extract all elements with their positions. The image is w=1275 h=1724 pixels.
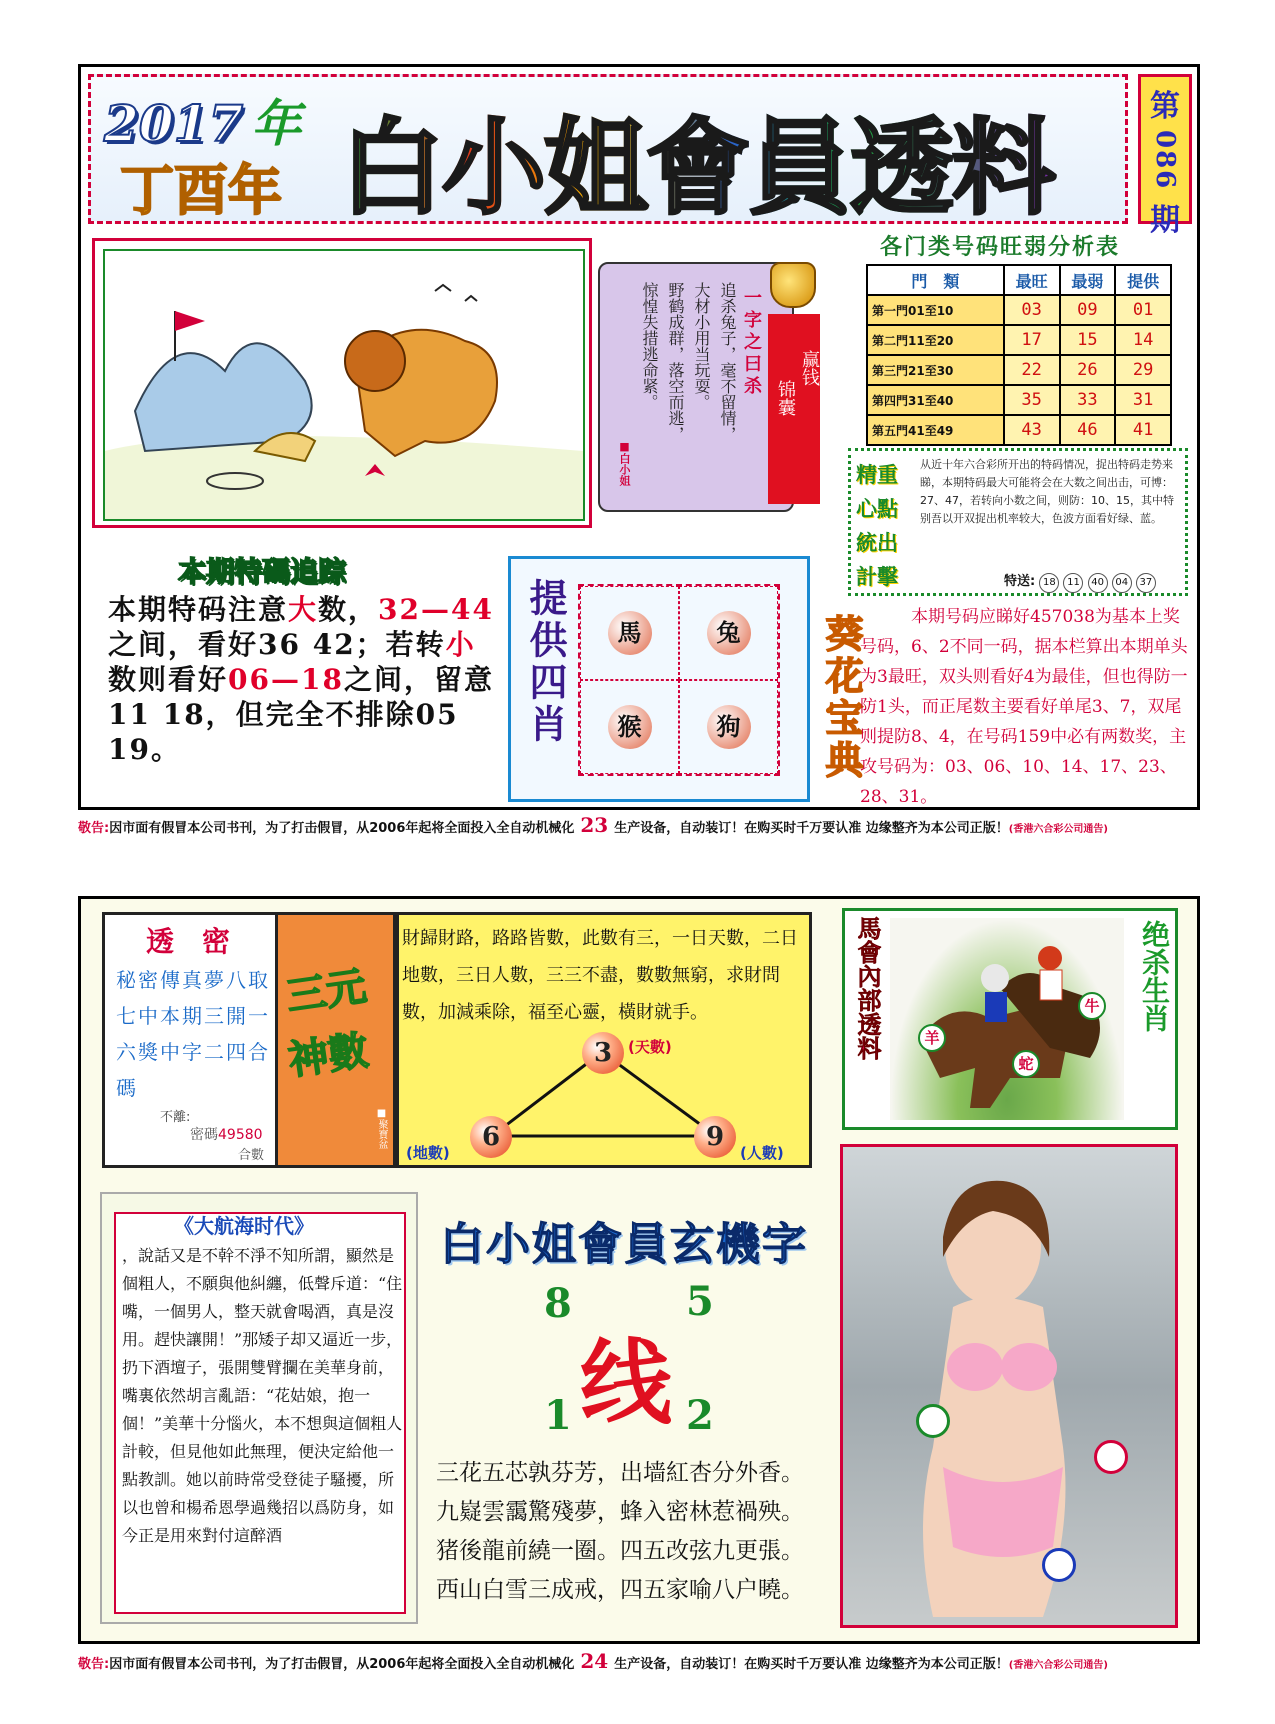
story-title: 《大航海时代》 [174, 1214, 314, 1238]
stats-header-row [867, 265, 1171, 295]
door-cell: 第五門41至49 [867, 415, 1004, 445]
sanyuan-label-2: 神數 [285, 1026, 372, 1085]
tracking-seg: 数， [318, 593, 379, 626]
table-row [867, 415, 1171, 445]
photo-ball [1042, 1548, 1076, 1582]
notice-text: 生产设备，自动装订！在购买时千万要认准 边缘整齐为本公司正版！ [614, 821, 1009, 836]
table-row [867, 325, 1171, 355]
zodiac-snake: 蛇 [1012, 1050, 1040, 1078]
notice-text: 因市面有假冒本公司书刊，为了打击假冒，从2006年起将全面投入全自动机械化 [109, 1657, 575, 1672]
special-label: 特送: [1004, 574, 1036, 589]
zodiac-ox: 牛 [1078, 992, 1106, 1020]
page-number: 23 [580, 813, 609, 837]
tian-node: 3 [582, 1032, 624, 1074]
header-year [104, 84, 301, 156]
give-cell: 01 [1115, 295, 1171, 325]
tracking-text [108, 592, 500, 767]
sanyuan-side: ■聚寶盆 [376, 1108, 387, 1149]
notice-bottom [78, 1648, 1208, 1674]
lion-rabbit-illustration [103, 249, 585, 521]
code-label: 密碼 [190, 1127, 218, 1143]
xuanji-char: 线 [580, 1329, 673, 1437]
door-cell: 第三門21至30 [867, 355, 1004, 385]
tag-right: 赢钱 [799, 350, 820, 386]
special-ball: 18 [1039, 573, 1059, 593]
special-ball: 11 [1063, 573, 1083, 593]
max-cell: 35 [1004, 385, 1060, 415]
xuanji-poem [436, 1454, 836, 1610]
table-row [867, 355, 1171, 385]
year-number: 2017 [104, 94, 244, 153]
col-door: 門 類 [867, 265, 1004, 295]
poem-line: 三花五芯孰芬芳，出墙紅杏分外香。 [436, 1460, 804, 1486]
story-text: ，說話又是不幹不淨不知所謂，顯然是個粗人，不願與他糾纏，低聲斥道：“住嘴，一個男人，整天就會喝酒，真是沒用。趕快讓開！”那矮子却又逼近一步，扔下酒壇子，張開雙臂攔在美華身前，嘴裏依然胡言亂語：“花姑娘，抱一個！”美華十分惱火，本不想與這個粗人計較，但見他如此無理，便決定給他一點教訓。她以前時常受登徒子騷擾，所以也曾和楊希恩學過幾招以爲防身，如今正是用來對付這醉酒 [122, 1246, 403, 1545]
col-min: 最弱 [1060, 265, 1116, 295]
tracking-seg-red: 小 [445, 628, 476, 661]
table-row [867, 295, 1171, 325]
tracking-seg: 本期特码注意 [108, 593, 289, 626]
min-cell: 46 [1060, 415, 1116, 445]
xuanji-title: 白小姐會員玄機字 [440, 1219, 808, 1270]
tracking-title: 本期特碼追踪 [178, 555, 347, 588]
door-cell: 第二門11至20 [867, 325, 1004, 355]
notice-top [78, 812, 1208, 838]
sunflower-label: 葵花宝典 [819, 614, 864, 782]
zodiac-sheep: 羊 [918, 1024, 946, 1052]
col-max: 最旺 [1004, 265, 1060, 295]
zodiac-dog: 狗 [707, 705, 751, 749]
scroll-line: 追杀兔子，毫不留情， [718, 282, 737, 442]
poem-line: 猪後龍前繞一圈。四五改弦九更張。 [436, 1538, 804, 1564]
zodiac-cell [580, 680, 679, 774]
sanyuan-text: 財歸財路，路路皆數，此數有三，一日天數，二日地數，三日人數，三三不盡，數數無窮，求財問數，加減乘除，福至心靈，橫財就手。 [402, 928, 798, 1023]
give-cell: 29 [1115, 355, 1171, 385]
issue-box [1138, 74, 1192, 238]
xuanji-num-bottom-right: 2 [686, 1392, 714, 1439]
poem-line: 西山白雪三成戒，四五家喻八户曉。 [436, 1577, 804, 1603]
di-label: (地數) [406, 1144, 450, 1162]
scroll-heading: 一字之曰杀 [741, 288, 762, 398]
photo-ball [916, 1404, 950, 1438]
jingzhong-text: 从近十年六合彩所开出的特码情况，捉出特码走势来睇，本期特码最大可能将会在大数之间出击，可博：27、47，若转向小数之间，则防：10、15，其中特别吾以开双捉出机率较大，色波方面看好绿、蓝。 [920, 458, 1174, 525]
jingzhong-label: 精重心點統出計擊 [856, 462, 898, 589]
zodiac-cell [580, 586, 679, 680]
issue-suffix: 期 [1150, 203, 1180, 238]
max-cell: 43 [1004, 415, 1060, 445]
tracking-seg-red: 32—44 [378, 593, 494, 626]
secret-not-leave: 不離: [160, 1110, 191, 1125]
zodiac-cell [679, 586, 778, 680]
scroll-signature: ■白小姐 [618, 440, 631, 486]
door-cell: 第四門31至40 [867, 385, 1004, 415]
max-cell: 17 [1004, 325, 1060, 355]
special-ball: 40 [1088, 573, 1108, 593]
scroll-line: 大材小用当玩耍。 [692, 282, 711, 410]
model-photo [840, 1144, 1178, 1628]
horse-label: 馬會內部透料 [853, 916, 882, 1060]
zodiac-grid [578, 584, 780, 776]
scroll-line: 惊惶失措逃命紧。 [640, 282, 659, 410]
min-cell: 33 [1060, 385, 1116, 415]
notice-text: 生产设备，自动装订！在购买时千万要认准 边缘整齐为本公司正版！ [614, 1657, 1009, 1672]
zodiac-monkey: 猴 [608, 705, 652, 749]
max-cell: 22 [1004, 355, 1060, 385]
notice-label: 敬告: [78, 821, 110, 836]
cartoon-frame [92, 238, 592, 528]
tracking-seg-red: 06—18 [228, 663, 344, 696]
notice-text: 因市面有假冒本公司书刊，为了打击假冒，从2006年起将全面投入全自动机械化 [109, 821, 575, 836]
scroll-poem [636, 282, 740, 482]
col-give: 提供 [1115, 265, 1171, 295]
special-ball: 37 [1136, 573, 1156, 593]
issue-prefix: 第 [1150, 89, 1180, 124]
ren-node: 9 [694, 1116, 736, 1158]
zodiac-rabbit: 兔 [707, 611, 751, 655]
tracking-seg: 之间，留意11 18，但完全不排除05 19。 [108, 663, 494, 766]
header-title: 白小姐會員透料 [340, 84, 1054, 234]
max-cell: 03 [1004, 295, 1060, 325]
photo-ball [1094, 1440, 1128, 1474]
tracking-seg-red: 大 [288, 593, 319, 626]
table-row [867, 385, 1171, 415]
year-suffix: 年 [251, 94, 302, 153]
di-node: 6 [470, 1116, 512, 1158]
four-zodiac-label: 提供四肖 [523, 578, 568, 746]
tian-label: (天數) [628, 1038, 672, 1056]
give-cell: 31 [1115, 385, 1171, 415]
sunflower-text: 本期号码应睇好457038为基本上奖号码，6、2不同一码，据本栏算出本期单头为3最旺，双头则看好4为最佳，但也得防一防1头，而正尾数主要看好单尾3、7，双尾则提防8、4，在号码159中必有两数奖，主攻号码为：03、06、10、14、17、23、28、31。 [860, 607, 1188, 807]
scroll-line: 野鹤成群，落空而逃， [666, 282, 685, 442]
header-ganzhi: 丁酉年 [120, 158, 282, 222]
secret-code [190, 1124, 263, 1144]
secret-text: 秘密傳真夢八取七中本期三開一六獎中字二四合碼 [116, 968, 270, 1100]
money-bag-icon [770, 262, 816, 308]
tracking-seg: 之间，看好36 42；若转 [108, 628, 446, 661]
notice-label: 敬告: [78, 1657, 110, 1672]
page-number: 24 [580, 1649, 609, 1673]
ren-label: (人數) [740, 1144, 784, 1162]
give-cell: 41 [1115, 415, 1171, 445]
stats-table [866, 264, 1172, 446]
notice-tail: (香港六合彩公司通告) [1008, 824, 1108, 835]
stats-title: 各门类号码旺弱分析表 [880, 234, 1121, 260]
tracking-seg: 数则看好 [108, 663, 229, 696]
zodiac-cell [679, 680, 778, 774]
xuanji-num-top-right: 5 [686, 1278, 714, 1325]
min-cell: 26 [1060, 355, 1116, 385]
min-cell: 15 [1060, 325, 1116, 355]
xuanji-num-top-left: 8 [544, 1280, 572, 1327]
issue-number: 086 [1150, 129, 1180, 191]
secret-title: 透 密 [146, 925, 231, 958]
xuanji-num-bottom-left: 1 [544, 1392, 572, 1439]
secret-sum: 合數 [238, 1148, 265, 1163]
special-row [1004, 570, 1156, 593]
sanyuan-label-1: 三元 [283, 962, 370, 1021]
min-cell: 09 [1060, 295, 1116, 325]
give-cell: 14 [1115, 325, 1171, 355]
zodiac-horse: 馬 [608, 611, 652, 655]
notice-tail: (香港六合彩公司通告) [1008, 1660, 1108, 1671]
tag-left: 锦囊 [775, 380, 796, 416]
door-cell: 第一門01至10 [867, 295, 1004, 325]
poem-line: 九嶷雲靄驚殘夢，蜂入密林惹禍殃。 [436, 1499, 804, 1525]
special-ball: 04 [1112, 573, 1132, 593]
kill-label: 绝杀生肖 [1138, 920, 1171, 1032]
code-value: 49580 [218, 1127, 263, 1143]
